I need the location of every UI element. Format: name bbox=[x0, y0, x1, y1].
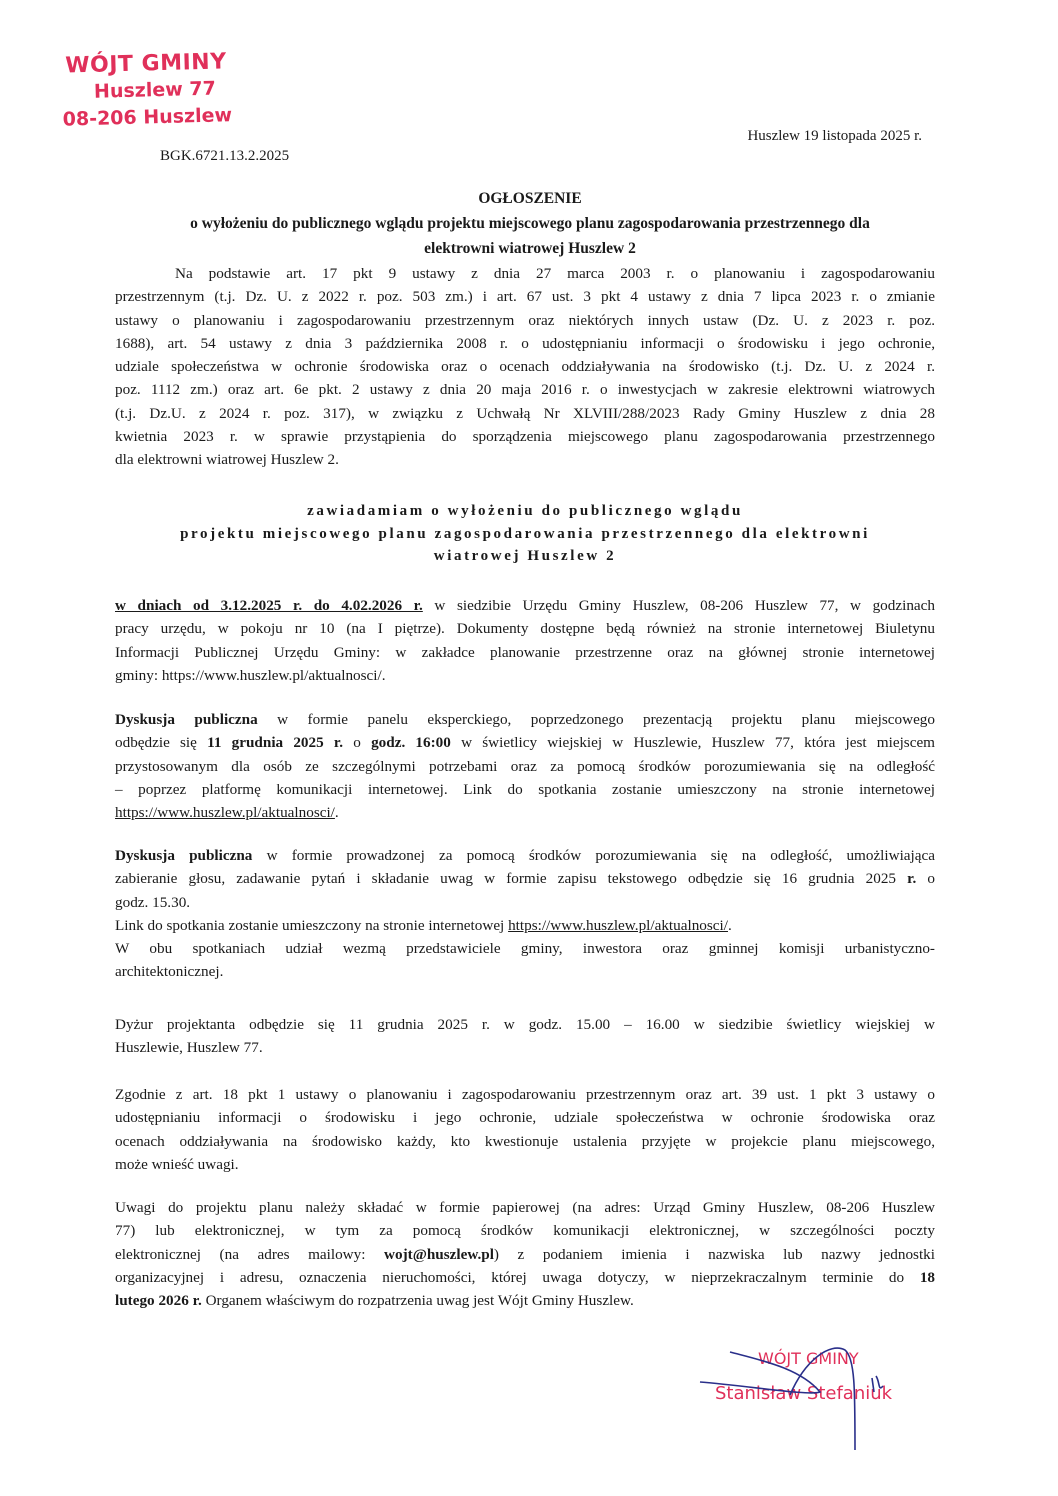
legal-line: udostępnianiu informacji o środowisku i jego ochronie, udziale społeczeństwa w ochronie środowiska oraz bbox=[115, 1109, 935, 1127]
discussion2-link[interactable]: https://www.huszlew.pl/aktualnosci/ bbox=[508, 916, 728, 934]
signature-title: WÓJT GMINY bbox=[758, 1349, 859, 1368]
dates-line: Informacji Publicznej Urzędu Gminy: w zakładce planowanie przestrzenne oraz na głównej stronie internetowej bbox=[115, 643, 935, 661]
discussion1-time: godz. 16:00 bbox=[371, 734, 451, 752]
dates-line1-text: w siedzibie Urzędu Gminy Huszlew, 08-206 Huszlew 77, w godzinach bbox=[422, 597, 935, 614]
notice-heading-line1: zawiadamiam o wyłożeniu do publicznego wglądu bbox=[307, 503, 743, 519]
handwritten-signature bbox=[690, 1330, 1030, 1460]
notice-heading bbox=[115, 500, 935, 568]
discussion2-label: Dyskusja publiczna bbox=[115, 847, 253, 864]
office-stamp bbox=[61, 47, 263, 133]
intro-line: poz. 1112 zm.) oraz art. 6e pkt. 2 ustawy z dnia 20 maja 2016 r. o inwestycjach w zakresie elektrowni wiatrowych bbox=[115, 381, 935, 399]
comments-paragraph bbox=[115, 1196, 935, 1312]
reference-number: BGK.6721.13.2.2025 bbox=[160, 148, 290, 164]
signature-stroke bbox=[872, 1376, 883, 1392]
legal-line: ocenach oddziaływania na środowisko każdy, kto kwestionuje ustalenia przyjęte w projekcie planu miejscowego, bbox=[115, 1132, 935, 1150]
discussion1-text: odbędzie się bbox=[115, 734, 208, 752]
discussion1-line: – poprzez platformę komunikacji internetowej. Link do spotkania zostanie umieszczony na stronie internetowej bbox=[115, 780, 935, 798]
comments-text: elektronicznej (na adres mailowy: bbox=[115, 1245, 385, 1263]
public-discussion-panel bbox=[115, 708, 935, 824]
dates-line: pracy urzędu, w pokoju nr 10 (na I piętrze). Dokumenty dostępne będą również na stronie internetowej Biuletynu bbox=[115, 620, 935, 638]
legal-line: może wnieść uwagi. bbox=[115, 1155, 239, 1173]
signature-stroke bbox=[790, 1348, 855, 1450]
document-subtitle-line2: elektrowni wiatrowej Huszlew 2 bbox=[424, 240, 636, 257]
discussion2-text: zabieranie głosu, zadawanie pytań i składanie uwag w formie zapisu tekstowego odbędzie się 16 grudnia 2025 bbox=[115, 870, 908, 888]
duty-line: Dyżur projektanta odbędzie się 11 grudnia 2025 r. w godz. 15.00 – 16.00 w siedzibie świetlicy wiejskiej w bbox=[115, 1016, 935, 1033]
place-date: Huszlew 19 listopada 2025 r. bbox=[747, 128, 922, 144]
notice-heading-line3: wiatrowej Huszlew 2 bbox=[433, 548, 617, 564]
legal-line: Zgodnie z art. 18 pkt 1 ustawy o planowaniu i zagospodarowaniu przestrzennym oraz art. 39 ust. 1 pkt 3 ustawy o bbox=[115, 1086, 935, 1103]
discussion1-text: w świetlicy wiejskiej w Huszlewie, Huszlew 77, która jest miejscem bbox=[450, 734, 936, 752]
discussion1-link[interactable]: https://www.huszlew.pl/aktualnosci/ bbox=[115, 804, 335, 822]
deadline-day: 18 bbox=[919, 1268, 935, 1286]
duty-line: Huszlewie, Huszlew 77. bbox=[115, 1039, 263, 1057]
discussion1-text: . bbox=[334, 804, 339, 822]
discussion2-text: o bbox=[916, 870, 935, 888]
comments-text: ) z podaniem imienia i nazwiska lub nazwy jednostki bbox=[493, 1245, 935, 1263]
intro-line: przestrzennym (t.j. Dz. U. z 2022 r. poz. 503 zm.) i art. 67 ust. 3 pkt 4 ustawy z dnia 7 lipca 2023 r. o zmianie bbox=[115, 288, 935, 306]
discussion2-text: w formie prowadzonej za pomocą środków porozumiewania się na odległość, umożliwiająca bbox=[252, 847, 935, 864]
intro-line: 1688), art. 54 ustawy z dnia 3 października 2008 r. o udostępnianiu informacji o środowisku i jego ochronie, bbox=[115, 334, 935, 352]
intro-line: ustawy o planowaniu i zagospodarowaniu przestrzennym oraz niektórych innych ustaw (Dz. U. z 2023 r. poz. bbox=[115, 311, 935, 329]
signature-name: Stanisław Stefaniuk bbox=[715, 1383, 893, 1404]
comments-text: organizacyjnej i adresu, oznaczenia nieruchomości, której uwaga dotyczy, w nieprzekraczalnym terminie do bbox=[115, 1268, 920, 1286]
document-subtitle-line1: o wyłożeniu do publicznego wglądu projektu miejscowego planu zagospodarowania przestrzennego dla bbox=[190, 215, 870, 232]
comments-text: Organem właściwym do rozpatrzenia uwag jest Wójt Gminy Huszlew. bbox=[201, 1292, 634, 1310]
discussion1-text: w formie panelu eksperckiego, poprzedzonego prezentacją projektu planu miejscowego bbox=[257, 711, 935, 728]
contact-email[interactable]: wojt@huszlew.pl bbox=[384, 1245, 494, 1263]
intro-line: dla elektrowni wiatrowej Huszlew 2. bbox=[115, 451, 339, 469]
designer-duty-paragraph bbox=[115, 1013, 935, 1060]
stamp-postcode: 08-206 Huszlew bbox=[62, 104, 233, 131]
dates-line: gminy: https://www.huszlew.pl/aktualnosci/. bbox=[115, 666, 386, 684]
notice-heading-line2: projektu miejscowego planu zagospodarowania przestrzennego dla elektrowni bbox=[180, 525, 870, 542]
intro-line: kwietnia 2023 r. w sprawie przystąpienia do sporządzenia miejscowego planu zagospodarowania przestrzennego bbox=[115, 428, 935, 446]
document-heading: OGŁOSZENIE bbox=[478, 190, 582, 207]
discussion2-bold: r. bbox=[907, 870, 917, 888]
stamp-title: WÓJT GMINY bbox=[64, 49, 227, 79]
discussion1-label: Dyskusja publiczna bbox=[115, 711, 258, 728]
discussion1-date: 11 grudnia 2025 r. bbox=[207, 734, 344, 752]
public-discussion-online bbox=[115, 844, 935, 984]
deadline-date: lutego 2026 r. bbox=[115, 1292, 202, 1310]
legal-basis-paragraph bbox=[115, 1083, 935, 1176]
discussion1-text: o bbox=[343, 734, 372, 752]
exhibition-dates: w dniach od 3.12.2025 r. do 4.02.2026 r. bbox=[115, 597, 423, 614]
stamp-address: Huszlew 77 bbox=[93, 77, 217, 103]
discussion2-text: . bbox=[727, 916, 732, 934]
intro-line: udziale społeczeństwa w ochronie środowiska oraz o ocenach oddziaływania na środowisko (t.j. Dz. U. z 2024 r. bbox=[115, 358, 935, 376]
comments-line: Uwagi do projektu planu należy składać w formie papierowej (na adres: Urząd Gminy Huszlew, 08-206 Huszlew bbox=[115, 1199, 935, 1216]
intro-line: (t.j. Dz.U. z 2024 r. poz. 317), w związku z Uchwałą Nr XLVIII/288/2023 Rady Gminy Huszlew z dnia 28 bbox=[115, 404, 935, 422]
discussion1-line: przystosowanym dla osób ze szczególnymi potrzebami oraz za pomocą środków porozumiewania się na odległość bbox=[115, 757, 935, 775]
dates-paragraph bbox=[115, 594, 935, 687]
discussion2-text: Link do spotkania zostanie umieszczony na stronie internetowej bbox=[115, 916, 509, 934]
intro-line: Na podstawie art. 17 pkt 9 ustawy z dnia 27 marca 2003 r. o planowaniu i zagospodarowaniu bbox=[175, 265, 935, 282]
discussion2-line: W obu spotkaniach udział wezmą przedstawiciele gminy, inwestora oraz gminnej komisji urbanistyczno- bbox=[115, 940, 935, 958]
discussion2-line: godz. 15.30. bbox=[115, 893, 191, 911]
comments-line: 77) lub elektronicznej, w tym za pomocą środków komunikacji elektronicznej, w szczególności poczty bbox=[115, 1222, 935, 1240]
discussion2-line: architektonicznej. bbox=[115, 963, 224, 981]
intro-paragraph bbox=[115, 262, 935, 472]
